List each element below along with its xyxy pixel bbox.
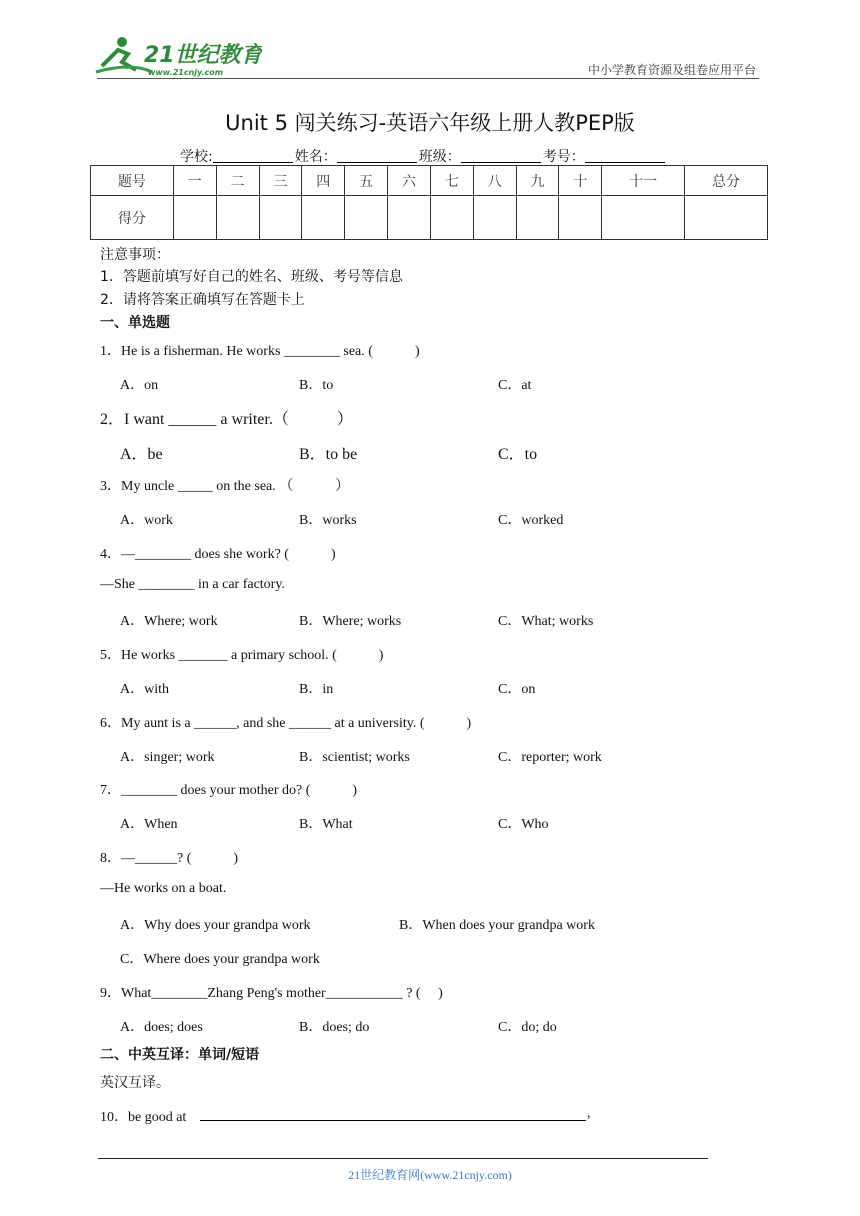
score-table-score-row [91,196,768,240]
score-cell[interactable] [602,196,685,240]
option-a[interactable]: A．work [120,513,173,528]
notes-title: 注意事项： [100,247,170,263]
table-cell: 五 [345,166,388,196]
section-2-instruction: 英汉互译。 [100,1075,170,1091]
option-c[interactable]: C．What; works [498,614,594,629]
exam-no-field[interactable] [585,148,665,163]
site-logo [92,32,262,78]
answer-line[interactable] [200,1120,586,1121]
option-c[interactable]: C．Who [498,817,549,832]
school-field[interactable] [213,148,293,163]
score-table-header-row [91,166,768,196]
table-cell: 四 [302,166,345,196]
option-b[interactable]: B．works [299,513,357,528]
question-5: 5．He works _______ a primary school. ( ) [100,648,384,663]
score-cell[interactable] [388,196,431,240]
score-cell[interactable] [430,196,473,240]
logo-text: 21世纪教育 [144,43,262,68]
option-a[interactable]: A．When [120,817,178,832]
score-table [90,165,768,240]
option-a[interactable]: A．on [120,378,159,393]
score-cell[interactable] [302,196,345,240]
table-cell: 七 [430,166,473,196]
section-1-title: 一、单选题 [100,315,170,331]
question-8: 8．—______? ( ) [100,851,239,866]
footer-text: 21世纪教育网(www.21cnjy.com) [348,1168,512,1182]
table-cell: 二 [216,166,259,196]
option-a[interactable]: A．Why does your grandpa work [120,918,311,933]
table-cell: 八 [473,166,516,196]
question-10: 10．be good at [100,1110,187,1125]
option-b[interactable]: B．in [299,682,334,697]
class-field[interactable] [461,148,541,163]
table-cell: 一 [173,166,216,196]
footer-divider [98,1158,708,1159]
exam-no-label: 考号： [542,149,585,165]
question-7: 7．________ does your mother do? ( ) [100,783,358,798]
question-6: 6．My aunt is a ______, and she ______ at a university. ( ) [100,716,472,731]
question-3: 3．My uncle _____ on the sea. （ ） [100,479,350,494]
option-a[interactable]: A．does; does [120,1020,203,1035]
option-b[interactable]: B．does; do [299,1020,370,1035]
score-cell[interactable] [516,196,559,240]
option-b[interactable]: B．Where; works [299,614,402,629]
option-b[interactable]: B．When does your grandpa work [399,918,595,933]
score-cell[interactable] [473,196,516,240]
option-a[interactable]: A．with [120,682,169,697]
score-cell[interactable] [216,196,259,240]
question-10-end: , [587,1106,591,1121]
option-a[interactable]: A．singer; work [120,750,215,765]
table-cell: 三 [259,166,302,196]
page-title: Unit 5 闯关练习-英语六年级上册人教PEP版 [225,111,635,135]
class-label: 班级： [418,149,461,165]
table-cell: 九 [516,166,559,196]
option-b[interactable]: B．What [299,817,353,832]
option-a[interactable]: A．be [120,446,163,463]
section-2-title: 二、中英互译：单词/短语 [100,1047,260,1063]
option-c[interactable]: C．do; do [498,1020,557,1035]
option-c[interactable]: C．on [498,682,536,697]
score-cell[interactable] [345,196,388,240]
name-field[interactable] [337,148,417,163]
question-8-line2: —He works on a boat. [100,881,227,896]
logo-url: www.21cnjy.com [148,68,224,77]
option-a[interactable]: A．Where; work [120,614,218,629]
score-cell[interactable] [559,196,602,240]
score-cell[interactable] [259,196,302,240]
question-2: 2．I want ______ a writer.（ ） [100,411,353,428]
table-cell: 十一 [602,166,685,196]
note-item: 1．答题前填写好自己的姓名、班级、考号等信息 [100,269,403,285]
table-cell: 得分 [91,196,174,240]
note-item: 2．请将答案正确填写在答题卡上 [100,292,305,308]
name-label: 姓名： [294,149,337,165]
table-cell: 题号 [91,166,174,196]
option-c[interactable]: C．at [498,378,532,393]
option-c[interactable]: C．reporter; work [498,750,602,765]
question-9: 9．What________Zhang Peng's mother___________ ? ( ) [100,986,443,1001]
header-divider [97,78,759,79]
score-cell[interactable] [173,196,216,240]
score-cell[interactable] [685,196,768,240]
option-b[interactable]: B．to be [299,446,358,463]
table-cell: 六 [388,166,431,196]
table-cell: 总分 [685,166,768,196]
option-c[interactable]: C．to [498,446,538,463]
option-b[interactable]: B．to [299,378,334,393]
platform-name: 中小学教育资源及组卷应用平台 [587,63,756,77]
student-info-line [180,146,667,166]
question-4: 4．—________ does she work? ( ) [100,547,336,562]
option-c[interactable]: C．Where does your grandpa work [120,952,320,967]
question-4-line2: —She ________ in a car factory. [100,577,285,592]
question-1: 1．He is a fisherman. He works ________ sea. ( ) [100,344,420,359]
school-label: 学校: [180,149,213,165]
table-cell: 十 [559,166,602,196]
option-b[interactable]: B．scientist; works [299,750,410,765]
option-c[interactable]: C．worked [498,513,564,528]
